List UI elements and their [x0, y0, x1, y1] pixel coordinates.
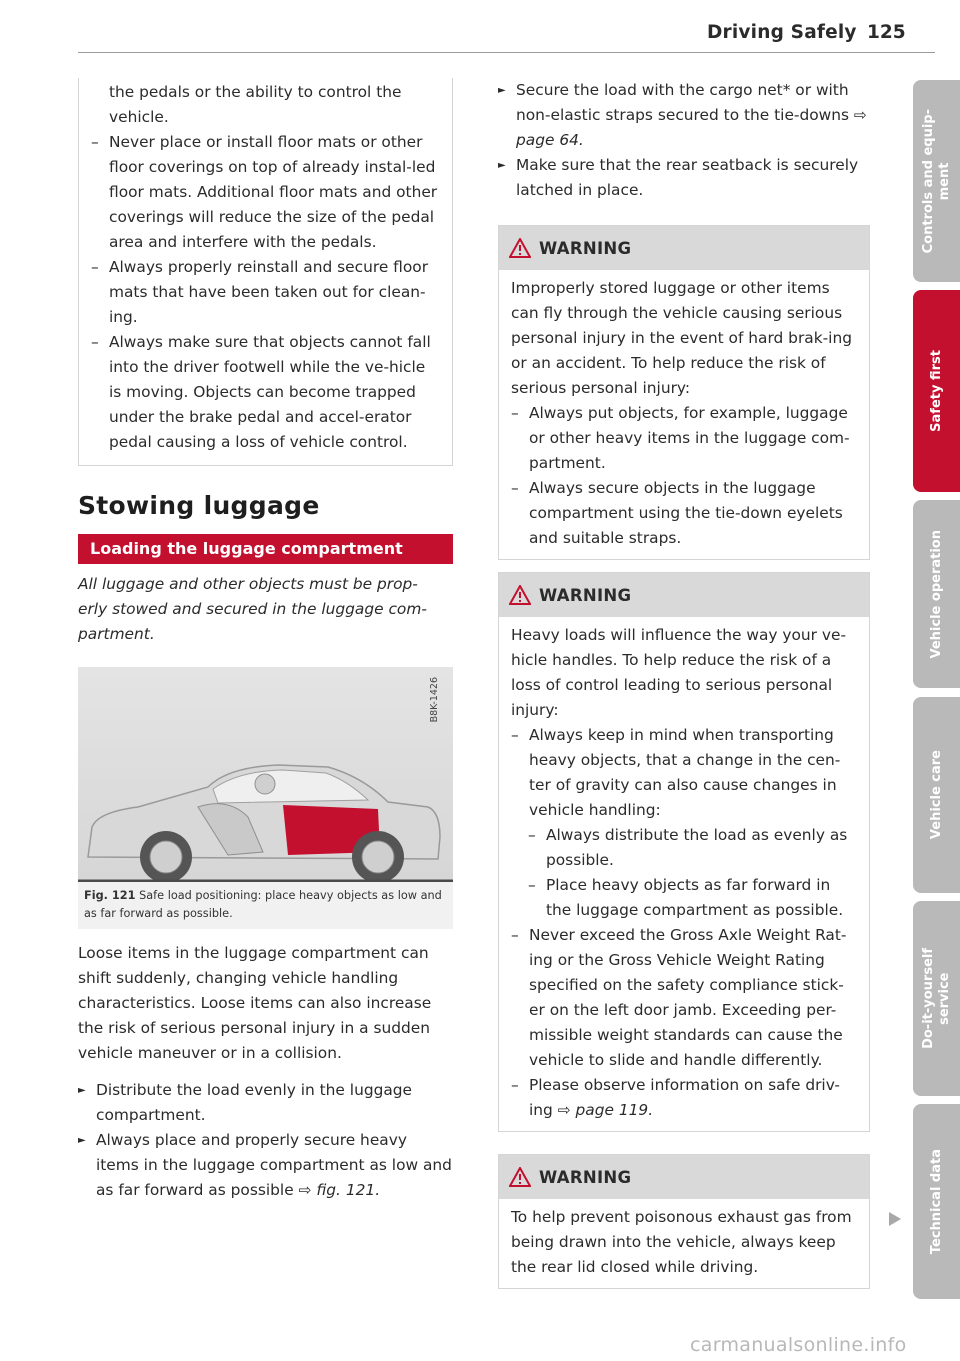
side-tab-vehicle-operation[interactable]	[913, 500, 960, 688]
warning-triangle-icon	[509, 585, 531, 605]
list-item: – Always put objects, for example, luggage or other heavy items in the luggage com-partment.	[511, 401, 859, 476]
warning-box	[498, 1154, 870, 1289]
list-item: – Never exceed the Gross Axle Weight Rat-ing or the Gross Vehicle Weight Rating specified on the safety compliance stick-er on the left door jamb. Exceeding per-missible weight standards can cause the vehicle to slide and handle differently.	[511, 923, 859, 1073]
list-item	[511, 1073, 859, 1123]
intro-text: All luggage and other objects must be prop-erly stowed and secured in the luggage com-partment.	[78, 575, 427, 643]
warning-label: WARNING	[539, 238, 632, 258]
list-item: – Always secure objects in the luggage compartment using the tie-down eyelets and suitable straps.	[511, 476, 859, 551]
list-item	[78, 1078, 453, 1128]
warning-header	[499, 1155, 869, 1199]
side-tab-do-it-yourself[interactable]	[913, 901, 960, 1096]
body-paragraph: Loose items in the luggage compartment can shift suddenly, changing vehicle handling characteristics. Loose items can also increase the risk of serious personal injury in a sudden vehicle maneuver or in a collision.	[78, 944, 432, 1062]
list-item: – Always properly reinstall and secure floor mats that have been taken out for clean-ing.	[91, 255, 442, 330]
bullet-text: Distribute the load evenly in the luggage compartment.	[96, 1081, 413, 1124]
warning-label: WARNING	[539, 1167, 632, 1187]
side-tab-technical-data[interactable]	[913, 1104, 960, 1299]
car-side-view-icon	[78, 667, 453, 882]
warning-text: Improperly stored luggage or other items can fly through the vehicle causing serious personal injury in the event of hard brak-ing or an accident. To help reduce the risk of serious personal injury:	[511, 279, 852, 397]
figure-caption	[78, 882, 453, 929]
side-tab-label: Controls and equip- ment	[920, 108, 952, 254]
list-item	[498, 153, 870, 203]
side-tab-safety-first[interactable]	[913, 290, 960, 492]
warning-header	[499, 226, 869, 270]
side-tab-label: Vehicle care	[928, 750, 944, 840]
continued-text: the pedals or the ability to control the vehicle.	[109, 83, 402, 126]
list-item-text: Please observe information on safe driv-ing	[529, 1076, 840, 1119]
list-item: – Always make sure that objects cannot fall into the driver footwell while the ve-hicle is moving. Objects can become trapped under the brake pedal and accel-erator pedal causing a loss of vehicle control.	[91, 330, 442, 455]
figure-reference-link[interactable]: ⇨ fig. 121.	[298, 1181, 381, 1199]
bullet-text: Make sure that the rear seatback is securely latched in place.	[516, 156, 859, 199]
warning-triangle-icon	[509, 1167, 531, 1187]
header-section-title: Driving Safely	[707, 22, 857, 43]
figure-caption-text: Safe load positioning: place heavy objects as low and as far forward as possible.	[84, 889, 442, 920]
list-item: – Always keep in mind when transporting heavy objects, that a change in the cen-ter of gravity can also cause changes in vehicle handling:	[511, 723, 859, 823]
side-tab-vehicle-care[interactable]	[913, 697, 960, 893]
warning-triangle-icon	[509, 238, 531, 258]
list-item	[498, 78, 870, 153]
warning-box	[498, 572, 870, 1132]
subsection-heading: Loading the luggage compartment	[78, 534, 453, 564]
page-reference-link[interactable]: ⇨ page 119.	[557, 1101, 654, 1119]
continued-warning-box	[78, 78, 453, 466]
side-tab-label: Technical data	[928, 1148, 944, 1255]
warning-text: Heavy loads will influence the way your ve-hicle handles. To help reduce the risk of a loss of control leading to serious personal injury:	[511, 626, 847, 719]
side-tab-label: Do-it-yourself service	[920, 948, 952, 1049]
continued-arrow-icon	[889, 1212, 901, 1226]
page-reference-link[interactable]: ⇨ page 64.	[516, 106, 867, 149]
figure-code: B8K-1426	[429, 677, 440, 723]
bullet-text: Always place and properly secure heavy items in the luggage compartment as low and as far forward as possible	[96, 1131, 452, 1199]
list-item: – Place heavy objects as far forward in the luggage compartment as possible.	[528, 873, 859, 923]
section-heading: Stowing luggage	[78, 491, 320, 520]
left-column	[78, 78, 453, 1203]
bullet-text: Secure the load with the cargo net* or with non-elastic straps secured to the tie-downs	[516, 81, 854, 124]
page-number: 125	[867, 22, 906, 43]
header-rule	[78, 52, 935, 53]
side-tab-controls[interactable]	[913, 80, 960, 282]
warning-text: To help prevent poisonous exhaust gas from being drawn into the vehicle, always keep the rear lid closed while driving.	[511, 1208, 852, 1276]
side-tab-label: Safety first	[928, 350, 944, 432]
side-tab-label: Vehicle operation	[928, 529, 944, 659]
right-column	[498, 78, 870, 1289]
list-item	[78, 1128, 453, 1203]
watermark: carmanualsonline.info	[690, 1334, 907, 1356]
figure	[78, 667, 453, 929]
list-item: – Never place or install floor mats or other floor coverings on top of already instal-led floor mats. Additional floor mats and other coverings will reduce the size of the pedal area and interfere with the pedals.	[91, 130, 442, 255]
list-item: – Always distribute the load as evenly as possible.	[528, 823, 859, 873]
car-illustration	[78, 667, 453, 882]
warning-header	[499, 573, 869, 617]
warning-box	[498, 225, 870, 560]
figure-caption-label: Fig. 121	[84, 889, 136, 902]
warning-label: WARNING	[539, 585, 632, 605]
